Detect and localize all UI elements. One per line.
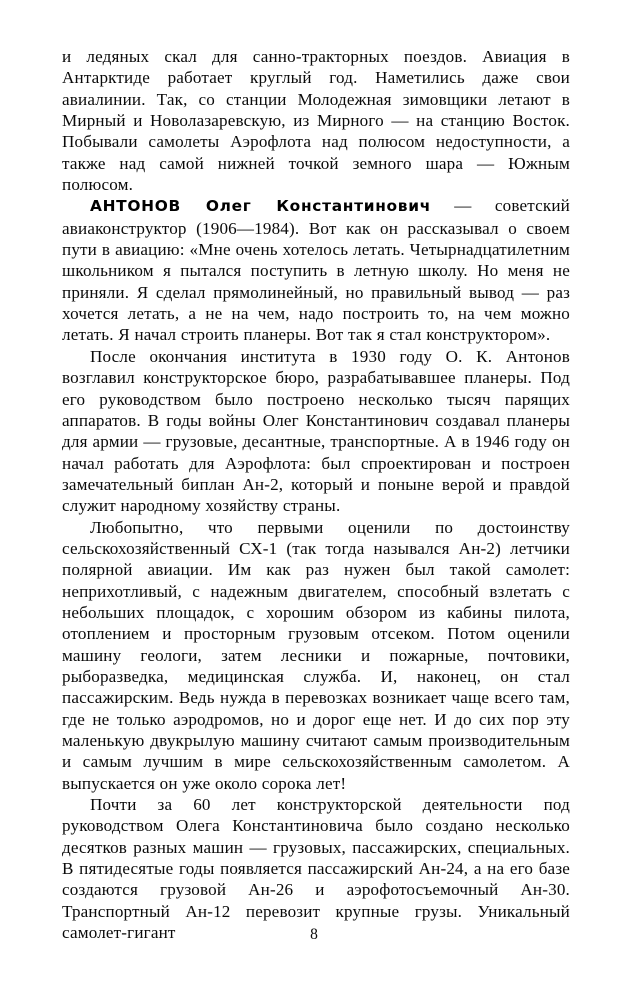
page-number: 8 [310, 926, 318, 943]
entry-name-antonov: АНТОНОВ Олег Константинович [90, 197, 431, 216]
paragraph-design-bureau: После окончания института в 1930 году О. К. Антонов возглавил конструкторское бюро, разрабатывавшее планеры. Под его руководством было построено несколько тысяч парящих аппаратов. В годы войны Олег Константинович создавал планеры для армии — грузовые, десантные, транспортные. А в 1946 году он начал работать для Аэрофлота: был спроектирован и построен замечательный биплан Ан-2, который и поныне верой и правдой служит народному хозяйству страны. [62, 346, 570, 516]
paragraph-antarctic-aviation: и ледяных скал для санно-тракторных поездов. Авиация в Антарктиде работает круглый год. Наметились даже свои авиалинии. Так, со станции Молодежная зимовщики летают в Мирный и Новолазаревскую, из Мирного — на станцию Восток. Побывали самолеты Аэрофлота над полюсом недоступности, а также над самой нижней точкой земного шара — Южным полюсом. [62, 47, 570, 195]
paragraph-sixty-years: Почти за 60 лет конструкторской деятельности под руководством Олега Константиновича было создано несколько десятков разных машин — грузовых, пассажирских, специальных. В пятидесятые годы появляется пассажирский Ан-24, а на его базе создаются грузовой Ан-26 и аэрофотосъемочный Ан-30. Транспортный Ан-12 перевозит крупные грузы. Уникальный самолет-гигант [62, 795, 570, 943]
paragraph-an2-service: Любопытно, что первыми оценили по достоинству сельскохозяйственный СХ-1 (так тогда назывался Ан-2) летчики полярной авиации. Им как раз нужен был такой самолет: неприхотливый, с надежным двигателем, способный взлетать с небольших площадок, с хорошим обзором из кабины пилота, отоплением и просторным грузовым отсеком. Потом оценили машину геологи, затем лесники и пожарные, почтовики, рыборазведка, медицинская служба. И, наконец, он стал пассажирским. Ведь нужда в перевозках возникает чаще всего там, где не только аэродромов, но и дорог еще нет. И до сих пор эту маленькую двукрылую машину считают самым производительным и самым лучшим в мире сельскохозяйственным самолетом. А выпускается он уже около сорока лет! [62, 517, 570, 793]
page-text-block [62, 46, 570, 943]
entry-body-text: — советский авиаконструктор (1906—1984). Вот как он рассказывал о своем пути в авиацию: «Мне очень хотелось летать. Четырнадцатилетним школьником я пытался поступить в летную школу. Но меня не приняли. Я сделал прямолинейный, но правильный вывод — раз хочется летать, а не на чем, надо построить то, на чем можно летать. Я начал строить планеры. Вот так я стал конструктором». [62, 196, 570, 345]
paragraph-antonov-entry [62, 195, 570, 345]
